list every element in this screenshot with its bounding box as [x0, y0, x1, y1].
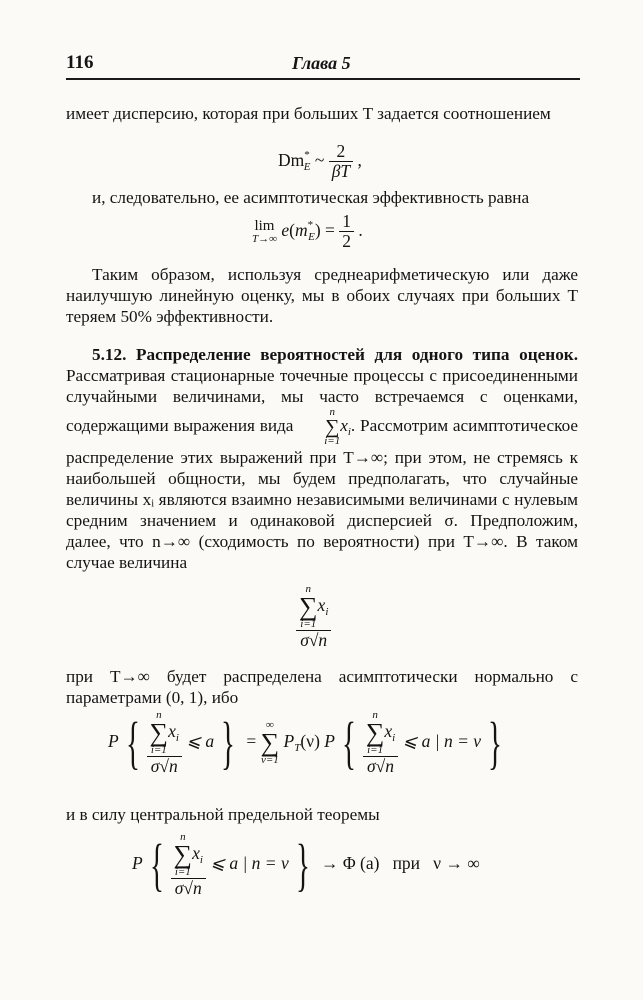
formula-total-probability: P { n ∑ i=1 $x_i$ σ√n ⩽ a } = ∞ ∑ ν=1 $P_T(\nu)$ P { n ∑ i=1 $x_i$ σ√n ⩽ a | n = ν } [108, 709, 502, 776]
formula-efficiency-limit: lim T→∞ $e(m^*_E)$ = $\frac{1}{2}$ . [252, 211, 363, 252]
paragraph-conclusion: Таким образом, используя среднеарифметическую или даже наилучшую линейную оценку, мы в обоих случаях при больших T теряем 50% эффективности. [66, 265, 578, 326]
formula-normalized-sum: n ∑ i=1 $x_i$ σ√n [296, 584, 331, 650]
page-number: 116 [66, 52, 94, 73]
section-5-12: 5.12. Распределение вероятностей для одного типа оценок. Рассматривая стационарные точечные процессы с присоединенными случайными величинами, мы часто встречаемся с оценками, содержащими выражения вида n ∑ i=1 $x_i$. Рассмотрим асимптотическое распределение этих выражений при T→∞; при этом, не стремясь к наибольшей общности, мы будем предполагать, что случайные величины xᵢ являются взаимно независимыми величинами с нулевым средним значением и одинаковой дисперсией σ. Предположим, далее, что n→∞ (сходимость по вероятности) при T→∞. В таком случае величина [66, 345, 579, 572]
running-header [66, 52, 578, 76]
paragraph-clt: и в силу центральной предельной теоремы [66, 805, 380, 824]
paragraph-dispersion: имеет дисперсию, которая при больших T задается соотношением [66, 104, 551, 123]
paragraph-efficiency: и, следовательно, ее асимптотическая эффективность равна [92, 188, 530, 207]
formula-clt-limit: P { n ∑ i=1 $x_i$ σ√n ⩽ a | n = ν } → Φ (a) при ν → ∞ [132, 831, 480, 898]
chapter-title: Глава 5 [292, 53, 351, 73]
header-rule [66, 78, 580, 80]
formula-dispersion: $Dm^*_E$ ~ $\frac{2}{\beta T}$ , [278, 141, 362, 182]
section-heading: 5.12. Распределение вероятностей для одного типа оценок. [92, 345, 578, 364]
paragraph-normal: при T→∞ будет распределена асимптотически нормально с параметрами (0, 1), ибо [66, 667, 578, 707]
